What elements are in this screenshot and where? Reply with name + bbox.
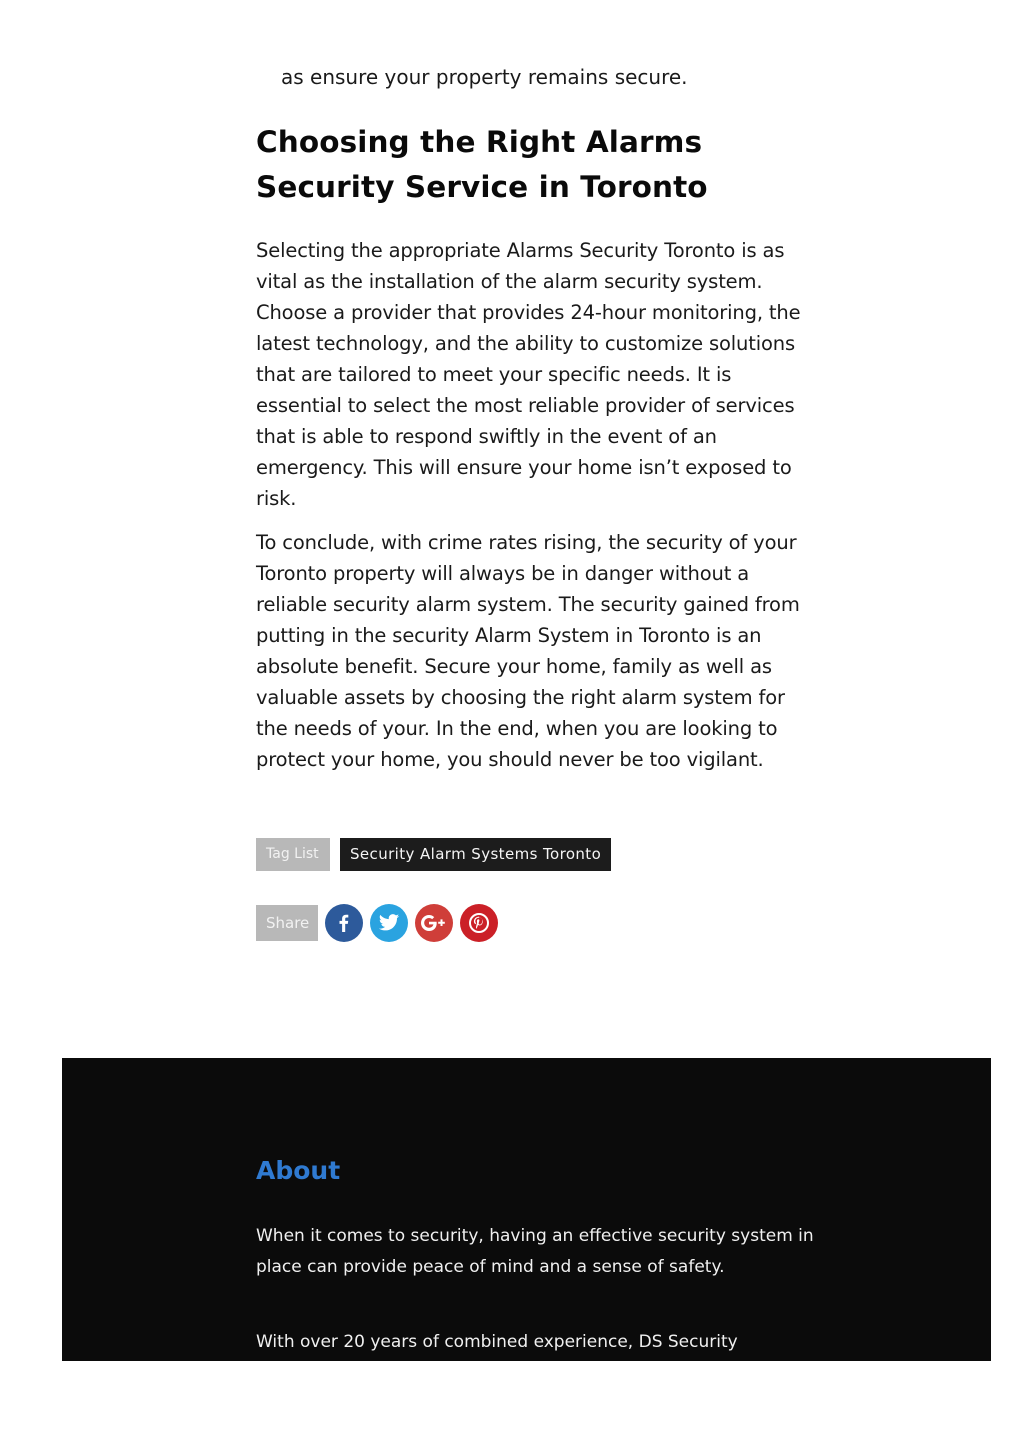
article-paragraph: To conclude, with crime rates rising, the security of your Toronto property will always be in danger without a reliable security alarm system. The security gained from putting in the security Alarm System in Toronto is an absolute benefit. Secure your home, family as well as valuable assets by choosing the right alarm system for the needs of your. In the end, when you are looking to protect your home, you should never be too vigilant. — [256, 531, 800, 771]
facebook-share-button[interactable] — [325, 904, 363, 942]
intro-line: as ensure your property remains secure. — [281, 65, 688, 89]
google-plus-share-button[interactable] — [415, 904, 453, 942]
footer-about-text: With over 20 years of combined experience, DS Security — [256, 1332, 738, 1352]
tag-list-label: Tag List — [256, 838, 330, 871]
twitter-icon — [378, 913, 400, 933]
share-bar — [256, 903, 498, 943]
pinterest-share-button[interactable] — [460, 904, 498, 942]
article-heading: Choosing the Right Alarms Security Service in Toronto — [256, 125, 708, 204]
article-paragraph: Selecting the appropriate Alarms Security Toronto is as vital as the installation of the alarm security system. Choose a provider that provides 24-hour monitoring, the latest technology, and the ability to customize solutions that are tailored to meet your specific needs. It is essential to select the most reliable provider of services that is able to respond swiftly in the event of an emergency. This will ensure your home isn’t exposed to risk. — [256, 239, 801, 510]
footer-about-text: When it comes to security, having an effective security system in place can provide peace of mind and a sense of safety. — [256, 1226, 814, 1277]
twitter-share-button[interactable] — [370, 904, 408, 942]
pinterest-icon — [468, 912, 490, 934]
tag-list — [256, 838, 611, 871]
share-label: Share — [256, 905, 318, 941]
site-footer — [62, 1058, 991, 1361]
footer-about-title: About — [256, 1156, 341, 1185]
facebook-icon — [334, 913, 354, 933]
google-plus-icon — [420, 914, 448, 932]
tag-security-alarm-systems-toronto[interactable]: Security Alarm Systems Toronto — [340, 838, 611, 871]
